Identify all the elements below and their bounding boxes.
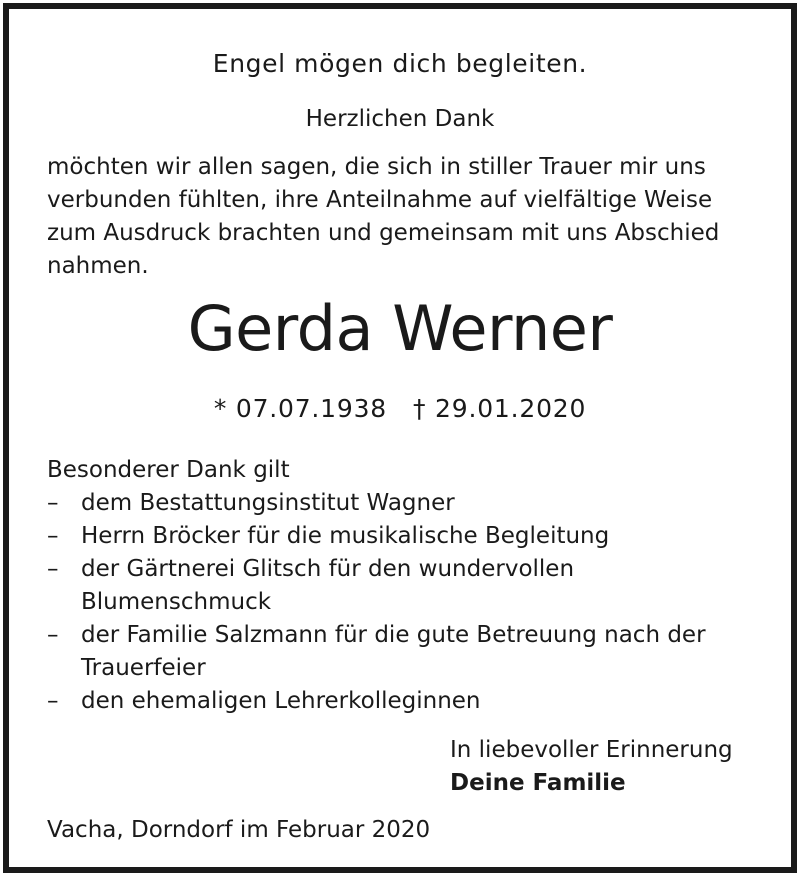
closing-line: In liebevoller Erinnerung bbox=[450, 737, 733, 763]
dash-bullet: – bbox=[47, 622, 59, 648]
place-date: Vacha, Dorndorf im Februar 2020 bbox=[47, 817, 431, 843]
death-date: † 29.01.2020 bbox=[413, 394, 587, 423]
deceased-name: Gerda Werner bbox=[187, 292, 613, 365]
dash-bullet: – bbox=[47, 556, 59, 582]
list-item-line: Trauerfeier bbox=[81, 655, 206, 681]
list-item bbox=[47, 553, 787, 619]
dash-bullet: – bbox=[47, 523, 59, 549]
list-item-line: der Gärtnerei Glitsch für den wundervollen bbox=[81, 556, 575, 582]
closing bbox=[450, 734, 733, 800]
list-item bbox=[47, 619, 787, 685]
notice-frame bbox=[3, 3, 797, 873]
thanks-heading: Herzlichen Dank bbox=[305, 106, 495, 132]
dash-bullet: – bbox=[47, 490, 59, 516]
list-item bbox=[47, 487, 787, 520]
list-item-line: den ehemaligen Lehrerkolleginnen bbox=[81, 688, 481, 714]
thanks-text bbox=[47, 151, 787, 283]
list-item bbox=[47, 520, 787, 553]
list-item bbox=[47, 685, 787, 718]
life-dates bbox=[9, 394, 791, 423]
list-item-line: Blumenschmuck bbox=[81, 589, 272, 615]
thanks-line: verbunden fühlten, ihre Anteilnahme auf vielfältige Weise bbox=[47, 187, 713, 213]
signature: Deine Familie bbox=[450, 770, 626, 796]
list-item-line: Herrn Bröcker für die musikalische Begleitung bbox=[81, 523, 610, 549]
list-item-line: dem Bestattungsinstitut Wagner bbox=[81, 490, 455, 516]
special-thanks-list bbox=[47, 487, 787, 718]
motto: Engel mögen dich begleiten. bbox=[212, 49, 588, 78]
thanks-line: nahmen. bbox=[47, 253, 149, 279]
special-thanks bbox=[47, 454, 787, 718]
dash-bullet: – bbox=[47, 688, 59, 714]
list-item-line: der Familie Salzmann für die gute Betreuung nach der bbox=[81, 622, 706, 648]
thanks-line: zum Ausdruck brachten und gemeinsam mit uns Abschied bbox=[47, 220, 720, 246]
birth-date: * 07.07.1938 bbox=[213, 394, 387, 423]
thanks-line: möchten wir allen sagen, die sich in stiller Trauer mir uns bbox=[47, 154, 706, 180]
special-thanks-heading: Besonderer Dank gilt bbox=[47, 457, 290, 483]
